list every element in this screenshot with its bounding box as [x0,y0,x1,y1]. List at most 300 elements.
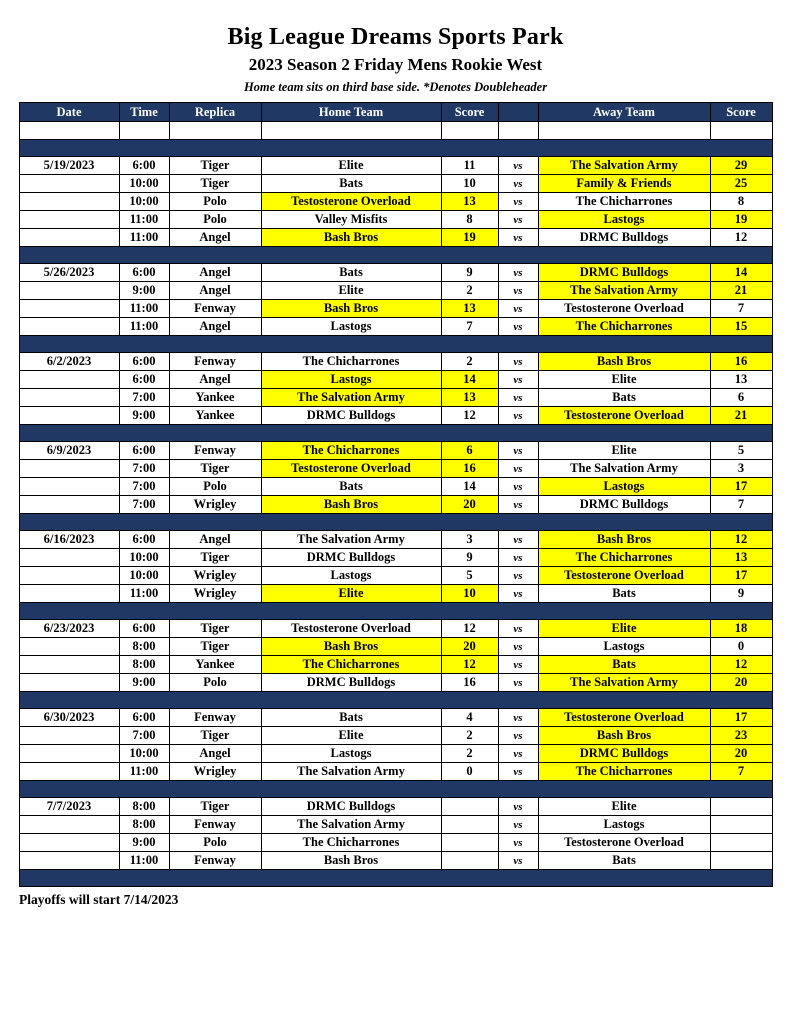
game-row [19,407,772,425]
away-score-cell: 7 [710,496,772,514]
home-team-cell: Valley Misfits [261,211,441,229]
vs-cell: vs [498,389,538,407]
date-cell [19,656,119,674]
time-cell: 10:00 [119,175,169,193]
date-cell: 7/7/2023 [19,798,119,816]
time-cell [119,122,169,140]
home-team-cell: Elite [261,585,441,603]
away-score-cell: 17 [710,709,772,727]
replica-cell: Tiger [169,549,261,567]
home-score-cell: 5 [441,567,498,585]
away-team-cell: The Salvation Army [538,460,710,478]
home-team-cell [261,122,441,140]
home-score-cell [441,816,498,834]
away-score-cell: 12 [710,229,772,247]
home-score-cell: 10 [441,585,498,603]
vs-cell: vs [498,442,538,460]
away-score-cell: 7 [710,300,772,318]
home-score-cell: 13 [441,389,498,407]
replica-cell: Wrigley [169,496,261,514]
date-cell [19,763,119,781]
replica-cell: Angel [169,371,261,389]
replica-cell: Tiger [169,638,261,656]
date-cell: 6/16/2023 [19,531,119,549]
vs-cell: vs [498,834,538,852]
replica-cell: Tiger [169,157,261,175]
game-row [19,585,772,603]
home-score-cell: 0 [441,763,498,781]
away-team-cell: Elite [538,371,710,389]
game-row [19,763,772,781]
vs-cell: vs [498,620,538,638]
away-score-cell: 14 [710,264,772,282]
replica-cell: Fenway [169,816,261,834]
date-cell [19,193,119,211]
replica-cell: Fenway [169,852,261,870]
vs-cell: vs [498,175,538,193]
replica-cell: Angel [169,282,261,300]
vs-cell: vs [498,656,538,674]
game-row [19,353,772,371]
date-cell: 6/23/2023 [19,620,119,638]
replica-cell: Angel [169,318,261,336]
home-score-cell [441,852,498,870]
home-team-cell: The Salvation Army [261,816,441,834]
time-cell: 9:00 [119,834,169,852]
replica-cell: Wrigley [169,585,261,603]
home-score-cell: 2 [441,282,498,300]
spacer-row [19,122,772,140]
home-score-cell: 2 [441,745,498,763]
replica-cell: Tiger [169,620,261,638]
date-cell [19,460,119,478]
vs-cell: vs [498,478,538,496]
away-team-cell: Lastogs [538,211,710,229]
time-cell: 9:00 [119,282,169,300]
time-cell: 10:00 [119,567,169,585]
home-team-cell: Testosterone Overload [261,193,441,211]
vs-cell: vs [498,353,538,371]
game-row [19,389,772,407]
date-cell [19,852,119,870]
game-row [19,727,772,745]
column-header-home-score: Score [441,103,498,122]
date-cell: 5/26/2023 [19,264,119,282]
away-score-cell: 21 [710,407,772,425]
away-team-cell: Elite [538,442,710,460]
home-score-cell: 16 [441,674,498,692]
away-score-cell [710,122,772,140]
home-score-cell: 2 [441,353,498,371]
separator-row [19,781,772,798]
home-team-cell: DRMC Bulldogs [261,798,441,816]
time-cell: 10:00 [119,549,169,567]
away-team-cell: DRMC Bulldogs [538,496,710,514]
column-header-replica: Replica [169,103,261,122]
home-score-cell: 12 [441,620,498,638]
away-score-cell: 15 [710,318,772,336]
away-team-cell: Bats [538,852,710,870]
vs-cell: vs [498,371,538,389]
home-team-cell: Bats [261,264,441,282]
replica-cell: Yankee [169,656,261,674]
home-team-cell: The Salvation Army [261,763,441,781]
home-score-cell [441,798,498,816]
separator-cell [19,870,772,887]
away-score-cell: 18 [710,620,772,638]
away-team-cell [538,122,710,140]
away-score-cell: 6 [710,389,772,407]
time-cell: 7:00 [119,496,169,514]
replica-cell: Angel [169,229,261,247]
vs-cell: vs [498,157,538,175]
replica-cell: Angel [169,745,261,763]
column-header-date: Date [19,103,119,122]
home-score-cell: 14 [441,371,498,389]
away-team-cell: Elite [538,620,710,638]
home-team-cell: Bats [261,709,441,727]
home-score-cell: 2 [441,727,498,745]
time-cell: 6:00 [119,442,169,460]
home-team-cell: The Chicharrones [261,834,441,852]
home-team-cell: Bats [261,175,441,193]
playoffs-note: Playoffs will start 7/14/2023 [19,892,179,907]
away-score-cell [710,834,772,852]
date-cell [19,674,119,692]
separator-row [19,514,772,531]
away-team-cell: The Salvation Army [538,157,710,175]
away-score-cell: 16 [710,353,772,371]
separator-cell [19,425,772,442]
replica-cell: Wrigley [169,763,261,781]
separator-row [19,336,772,353]
home-score-cell: 13 [441,300,498,318]
away-team-cell: Testosterone Overload [538,567,710,585]
home-team-cell: Lastogs [261,567,441,585]
home-team-cell: Bash Bros [261,852,441,870]
home-team-cell: The Chicharrones [261,353,441,371]
home-team-cell: DRMC Bulldogs [261,407,441,425]
game-row [19,567,772,585]
replica-cell: Fenway [169,300,261,318]
home-team-cell: Bats [261,478,441,496]
home-team-cell: Lastogs [261,371,441,389]
replica-cell: Polo [169,478,261,496]
date-cell [19,371,119,389]
replica-cell: Tiger [169,798,261,816]
home-score-cell: 10 [441,175,498,193]
away-team-cell: Lastogs [538,638,710,656]
replica-cell: Polo [169,193,261,211]
home-score-cell [441,834,498,852]
home-team-cell: The Chicharrones [261,442,441,460]
home-score-cell: 20 [441,496,498,514]
away-team-cell: The Salvation Army [538,282,710,300]
column-header-vs [498,103,538,122]
vs-cell: vs [498,300,538,318]
replica-cell: Polo [169,834,261,852]
separator-row [19,870,772,887]
column-header-time: Time [119,103,169,122]
replica-cell: Fenway [169,709,261,727]
away-score-cell: 20 [710,674,772,692]
time-cell: 8:00 [119,638,169,656]
time-cell: 7:00 [119,460,169,478]
time-cell: 8:00 [119,798,169,816]
header-row [19,103,772,122]
replica-cell: Angel [169,531,261,549]
game-row [19,620,772,638]
home-score-cell: 9 [441,264,498,282]
away-team-cell: Bats [538,656,710,674]
column-header-away-score: Score [710,103,772,122]
game-row [19,798,772,816]
replica-cell: Tiger [169,460,261,478]
away-score-cell [710,816,772,834]
vs-cell: vs [498,852,538,870]
home-team-cell: DRMC Bulldogs [261,674,441,692]
vs-cell: vs [498,282,538,300]
separator-cell [19,781,772,798]
away-score-cell: 23 [710,727,772,745]
time-cell: 11:00 [119,229,169,247]
vs-cell: vs [498,407,538,425]
away-score-cell: 25 [710,175,772,193]
game-row [19,852,772,870]
home-score-cell: 3 [441,531,498,549]
time-cell: 11:00 [119,300,169,318]
away-team-cell: The Salvation Army [538,674,710,692]
home-score-cell: 12 [441,407,498,425]
away-team-cell: Elite [538,798,710,816]
away-team-cell: Bash Bros [538,727,710,745]
away-score-cell: 0 [710,638,772,656]
away-score-cell: 21 [710,282,772,300]
home-team-cell: The Salvation Army [261,389,441,407]
game-row [19,211,772,229]
home-score-cell: 14 [441,478,498,496]
vs-cell [498,122,538,140]
date-cell: 6/2/2023 [19,353,119,371]
game-row [19,549,772,567]
home-team-cell: Lastogs [261,318,441,336]
vs-cell: vs [498,193,538,211]
replica-cell [169,122,261,140]
time-cell: 6:00 [119,353,169,371]
away-score-cell: 8 [710,193,772,211]
separator-row [19,425,772,442]
home-score-cell: 6 [441,442,498,460]
vs-cell: vs [498,763,538,781]
time-cell: 6:00 [119,620,169,638]
game-row [19,442,772,460]
away-score-cell: 12 [710,656,772,674]
replica-cell: Wrigley [169,567,261,585]
separator-cell [19,247,772,264]
home-score-cell: 12 [441,656,498,674]
time-cell: 11:00 [119,763,169,781]
page-title: Big League Dreams Sports Park [227,24,564,50]
away-team-cell: The Chicharrones [538,763,710,781]
game-row [19,371,772,389]
date-cell [19,300,119,318]
replica-cell: Tiger [169,175,261,193]
date-cell [19,229,119,247]
vs-cell: vs [498,816,538,834]
away-score-cell [710,798,772,816]
away-team-cell: The Chicharrones [538,193,710,211]
vs-cell: vs [498,798,538,816]
game-row [19,264,772,282]
date-cell [19,496,119,514]
game-row [19,745,772,763]
game-row [19,175,772,193]
away-score-cell: 19 [710,211,772,229]
separator-cell [19,140,772,157]
game-row [19,709,772,727]
away-team-cell: Testosterone Overload [538,834,710,852]
date-cell [19,834,119,852]
date-cell [19,122,119,140]
away-team-cell: Testosterone Overload [538,709,710,727]
game-row [19,300,772,318]
separator-cell [19,336,772,353]
away-team-cell: Lastogs [538,816,710,834]
replica-cell: Fenway [169,353,261,371]
home-team-cell: Elite [261,727,441,745]
separator-cell [19,603,772,620]
separator-row [19,603,772,620]
away-team-cell: Bash Bros [538,353,710,371]
vs-cell: vs [498,745,538,763]
home-score-cell: 9 [441,549,498,567]
vs-cell: vs [498,496,538,514]
away-score-cell: 17 [710,567,772,585]
replica-cell: Polo [169,674,261,692]
replica-cell: Yankee [169,407,261,425]
time-cell: 9:00 [119,407,169,425]
date-cell: 5/19/2023 [19,157,119,175]
away-team-cell: Bats [538,389,710,407]
vs-cell: vs [498,709,538,727]
away-score-cell: 3 [710,460,772,478]
time-cell: 6:00 [119,264,169,282]
date-cell [19,318,119,336]
away-team-cell: DRMC Bulldogs [538,264,710,282]
home-score-cell: 7 [441,318,498,336]
date-cell [19,745,119,763]
time-cell: 10:00 [119,193,169,211]
away-score-cell: 9 [710,585,772,603]
away-score-cell: 29 [710,157,772,175]
home-score-cell: 8 [441,211,498,229]
date-cell: 6/30/2023 [19,709,119,727]
time-cell: 8:00 [119,816,169,834]
column-header-away-team: Away Team [538,103,710,122]
home-score-cell: 19 [441,229,498,247]
date-cell [19,211,119,229]
replica-cell: Polo [169,211,261,229]
date-cell [19,638,119,656]
away-score-cell: 17 [710,478,772,496]
separator-row [19,692,772,709]
home-score-cell: 11 [441,157,498,175]
vs-cell: vs [498,585,538,603]
vs-cell: vs [498,549,538,567]
date-cell [19,549,119,567]
schedule-table [19,102,773,887]
time-cell: 10:00 [119,745,169,763]
vs-cell: vs [498,727,538,745]
page-subtitle: 2023 Season 2 Friday Mens Rookie West [248,55,543,74]
time-cell: 6:00 [119,709,169,727]
time-cell: 6:00 [119,157,169,175]
game-row [19,193,772,211]
separator-cell [19,514,772,531]
separator-row [19,140,772,157]
date-cell [19,389,119,407]
home-team-cell: DRMC Bulldogs [261,549,441,567]
away-team-cell: Bash Bros [538,531,710,549]
game-row [19,318,772,336]
away-team-cell: Testosterone Overload [538,407,710,425]
game-row [19,229,772,247]
home-score-cell [441,122,498,140]
date-cell [19,585,119,603]
separator-cell [19,692,772,709]
vs-cell: vs [498,460,538,478]
vs-cell: vs [498,674,538,692]
vs-cell: vs [498,318,538,336]
date-cell: 6/9/2023 [19,442,119,460]
game-row [19,496,772,514]
home-team-cell: Testosterone Overload [261,620,441,638]
away-team-cell: DRMC Bulldogs [538,745,710,763]
vs-cell: vs [498,638,538,656]
home-score-cell: 4 [441,709,498,727]
home-team-cell: Bash Bros [261,300,441,318]
game-row [19,478,772,496]
date-cell [19,727,119,745]
game-row [19,531,772,549]
away-score-cell [710,852,772,870]
time-cell: 8:00 [119,656,169,674]
game-row [19,674,772,692]
time-cell: 7:00 [119,478,169,496]
game-row [19,816,772,834]
home-team-cell: Elite [261,157,441,175]
game-row [19,460,772,478]
away-score-cell: 20 [710,745,772,763]
home-team-cell: Bash Bros [261,638,441,656]
date-cell [19,407,119,425]
vs-cell: vs [498,264,538,282]
away-team-cell: Testosterone Overload [538,300,710,318]
time-cell: 11:00 [119,585,169,603]
date-cell [19,478,119,496]
time-cell: 11:00 [119,852,169,870]
home-team-cell: The Salvation Army [261,531,441,549]
vs-cell: vs [498,567,538,585]
date-cell [19,816,119,834]
separator-row [19,247,772,264]
time-cell: 9:00 [119,674,169,692]
home-team-cell: Bash Bros [261,496,441,514]
vs-cell: vs [498,531,538,549]
away-score-cell: 13 [710,549,772,567]
home-team-cell: Elite [261,282,441,300]
home-score-cell: 16 [441,460,498,478]
